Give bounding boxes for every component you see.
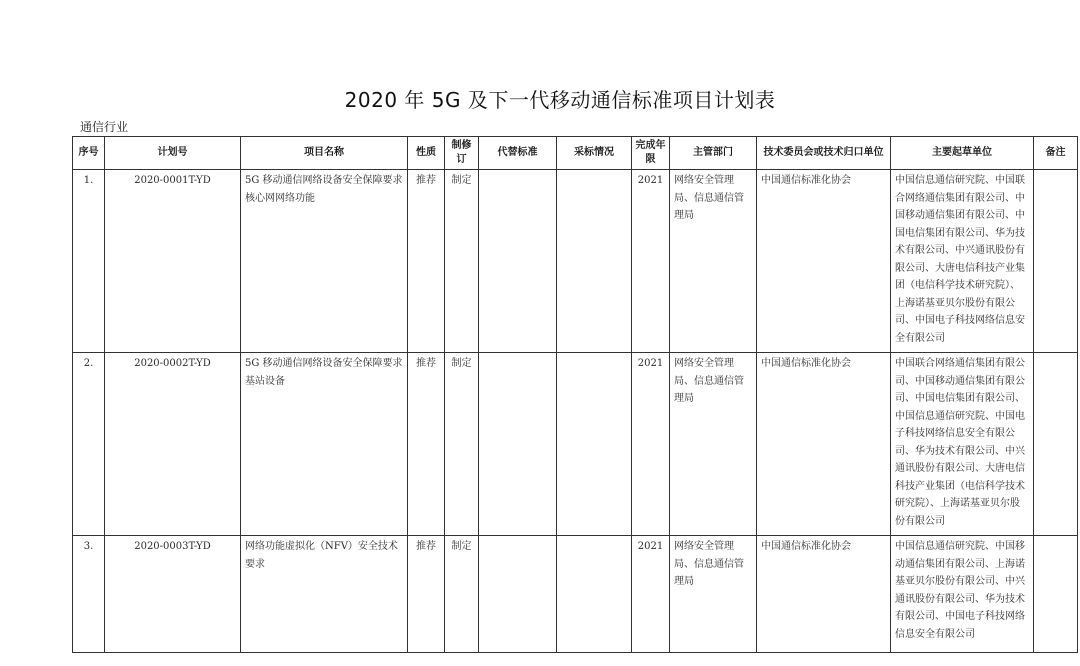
cell-revision: 制定 (445, 170, 479, 353)
cell-deadline: 2021 (632, 536, 670, 653)
cell-committee: 中国通信标准化协会 (757, 353, 891, 536)
cell-authority: 网络安全管理局、信息通信管理局 (670, 536, 757, 653)
table-row (73, 353, 1078, 536)
header-revision: 制修订 (445, 137, 479, 170)
cell-drafters: 中国联合网络通信集团有限公司、中国移动通信集团有限公司、中国电信集团有限公司、中国信息通信研究院、中国电子科技网络信息安全有限公司、华为技术有限公司、中兴通讯股份有限公司、大唐电信科技产业集团（电信科学技术研究院）、上海诺基亚贝尔股份有限公司 (891, 353, 1034, 536)
cell-plan-no: 2020-0003T-YD (105, 536, 241, 653)
header-plan-no: 计划号 (105, 137, 241, 170)
header-authority: 主管部门 (670, 137, 757, 170)
header-remarks: 备注 (1034, 137, 1078, 170)
cell-replaces (479, 536, 557, 653)
cell-project-name: 5G 移动通信网络设备安全保障要求 核心网网络功能 (241, 170, 408, 353)
cell-nature: 推荐 (408, 170, 445, 353)
cell-revision: 制定 (445, 353, 479, 536)
cell-seq: 3. (73, 536, 105, 653)
cell-remarks (1034, 170, 1078, 353)
industry-label: 通信行业 (80, 120, 129, 134)
cell-replaces (479, 353, 557, 536)
header-adoption: 采标情况 (557, 137, 632, 170)
cell-deadline: 2021 (632, 170, 670, 353)
cell-authority: 网络安全管理局、信息通信管理局 (670, 170, 757, 353)
cell-drafters: 中国信息通信研究院、中国移动通信集团有限公司、上海诺基亚贝尔股份有限公司、中兴通讯股份有限公司、华为技术有限公司、中国电子科技网络信息安全有限公司 (891, 536, 1034, 653)
cell-authority: 网络安全管理局、信息通信管理局 (670, 353, 757, 536)
cell-adoption (557, 170, 632, 353)
cell-replaces (479, 170, 557, 353)
header-nature: 性质 (408, 137, 445, 170)
header-deadline: 完成年限 (632, 137, 670, 170)
table-row (73, 536, 1078, 653)
header-replaces: 代替标准 (479, 137, 557, 170)
cell-committee: 中国通信标准化协会 (757, 170, 891, 353)
header-committee: 技术委员会或技术归口单位 (757, 137, 891, 170)
cell-adoption (557, 353, 632, 536)
header-project-name: 项目名称 (241, 137, 408, 170)
cell-remarks (1034, 353, 1078, 536)
header-seq: 序号 (73, 137, 105, 170)
table-header-row (73, 137, 1078, 170)
plan-table (72, 136, 1078, 653)
cell-plan-no: 2020-0002T-YD (105, 353, 241, 536)
cell-seq: 2. (73, 353, 105, 536)
cell-remarks (1034, 536, 1078, 653)
cell-adoption (557, 536, 632, 653)
cell-revision: 制定 (445, 536, 479, 653)
cell-project-name: 5G 移动通信网络设备安全保障要求 基站设备 (241, 353, 408, 536)
cell-nature: 推荐 (408, 536, 445, 653)
cell-deadline: 2021 (632, 353, 670, 536)
cell-plan-no: 2020-0001T-YD (105, 170, 241, 353)
cell-seq: 1. (73, 170, 105, 353)
document-title: 2020 年 5G 及下一代移动通信标准项目计划表 (344, 88, 776, 112)
cell-project-name: 网络功能虚拟化（NFV）安全技术要求 (241, 536, 408, 653)
cell-committee: 中国通信标准化协会 (757, 536, 891, 653)
header-drafters: 主要起草单位 (891, 137, 1034, 170)
cell-nature: 推荐 (408, 353, 445, 536)
table-row (73, 170, 1078, 353)
cell-drafters: 中国信息通信研究院、中国联合网络通信集团有限公司、中国移动通信集团有限公司、中国电信集团有限公司、华为技术有限公司、中兴通讯股份有限公司、大唐电信科技产业集团（电信科学技术研究院）、上海诺基亚贝尔股份有限公司、中国电子科技网络信息安全有限公司 (891, 170, 1034, 353)
